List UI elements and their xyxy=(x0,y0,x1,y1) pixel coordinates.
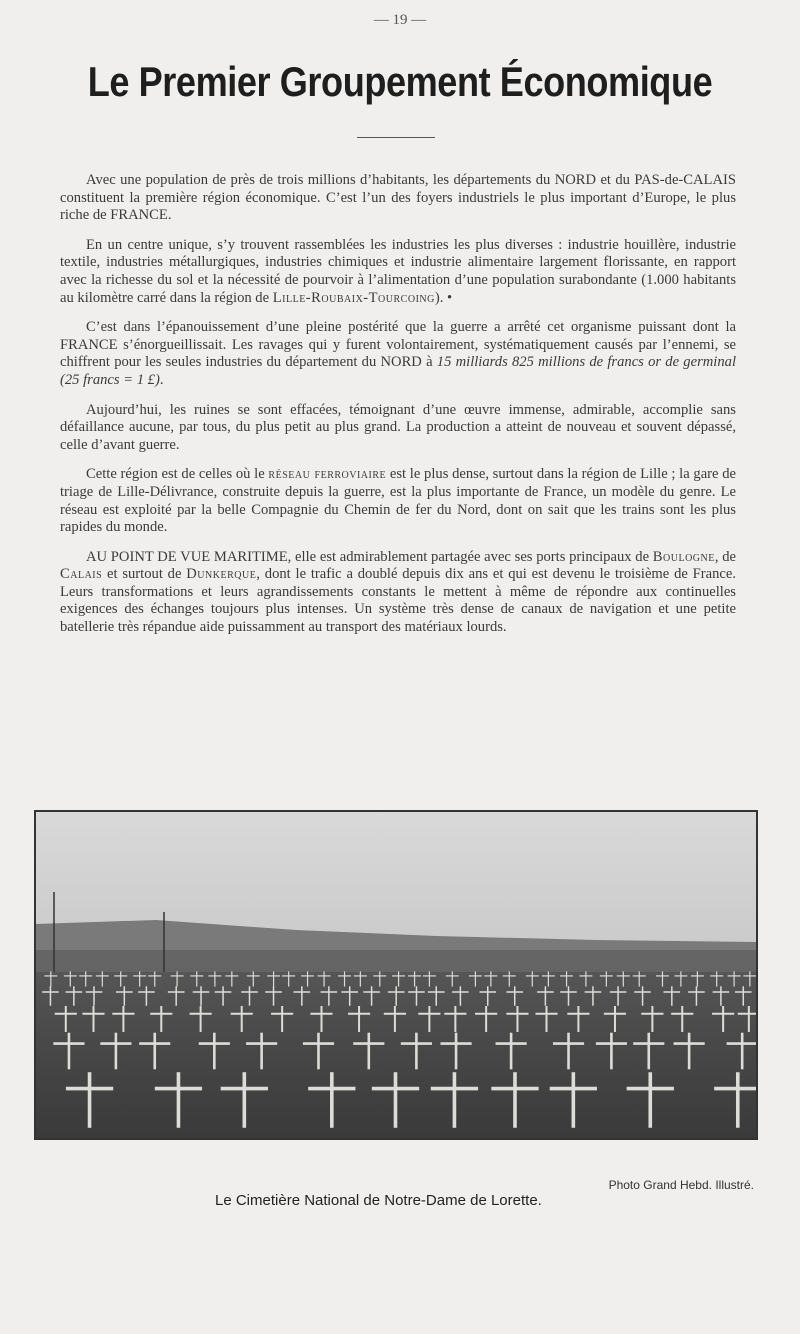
paragraph-1 xyxy=(60,172,736,225)
paragraph-1-text: Avec une population de près de trois millions d’habitants, les départements du NORD et du PAS-de-CALAIS constituent la première région économique. C’est l’un des foyers industriels le plus important d’Europe, le plus riche de FRANCE. xyxy=(60,172,736,224)
article-body xyxy=(60,172,736,637)
photo-credit: Photo Grand Hebd. Illustré. xyxy=(608,1178,754,1192)
paragraph-6 xyxy=(60,549,736,637)
paragraph-5-end: est le plus dense, surtout dans la région de Lille ; la gare de triage de Lille-Délivrance, construite depuis la guerre, est la plus importante de France, un modèle du genre. Le réseau est exploité par la belle Compagnie du Chemin de fer du Nord, dont on sait que les trains sont les plus rapides du monde. xyxy=(60,466,737,536)
paragraph-4 xyxy=(60,402,736,455)
paragraph-6-smallcaps-3: Dunkerque xyxy=(186,566,257,583)
title-divider xyxy=(357,137,435,138)
paragraph-6-smallcaps-1: Boulogne xyxy=(652,548,715,565)
paragraph-2-end: ). • xyxy=(434,289,453,306)
paragraph-3-end: . xyxy=(159,371,164,388)
paragraph-6-end: , dont le trafic a doublé depuis dix ans et qui est devenu le troisième de France. Leurs transformations et leurs agrandissements constants le mettent à même de répondre aux continuelles exigences des échanges toujours plus intenses. Un système très dense de canaux de navigation et une petite batellerie très répandue aide puissamment au transport des matériaux lourds. xyxy=(60,566,736,636)
paragraph-2 xyxy=(60,237,736,307)
page-title: Le Premier Groupement Économique xyxy=(87,58,713,105)
paragraph-3-text: C’est dans l’épanouissement d’une pleine postérité que la guerre a arrêté cet organisme puissant dont la FRANCE s’énorgueillissait. Les ravages qui y furent volontairement, systématiquement causés par l’ennemi, se chiffrent pour les seules industries du département du NORD à xyxy=(60,319,736,371)
paragraph-6-text-2: , de xyxy=(714,548,736,565)
paragraph-6-smallcaps-2: Calais xyxy=(60,566,103,583)
cemetery-photo-image xyxy=(36,812,756,1138)
paragraph-6-text: AU POINT DE VUE MARITIME, elle est admirablement partagée avec ses ports principaux de xyxy=(86,548,653,565)
page-number: — 19 — xyxy=(373,12,427,28)
cemetery-photo xyxy=(34,810,758,1140)
paragraph-2-smallcaps: Lille-Roubaix-Tourcoing xyxy=(272,289,435,306)
paragraph-3-italic: 15 milliards 825 millions de francs or de germinal (25 francs = 1 £) xyxy=(60,354,736,388)
paragraph-2-text: En un centre unique, s’y trouvent rassemblées les industries les plus diverses : industrie houillère, industrie textile, industries métallurgiques, industries chimiques et industrie alimentaire largement florissante, en rapport avec la richesse du sol et la nécessité de pourvoir à l’alimentation d’une population surabondante (1.000 habitants au kilomètre carré dans la région de xyxy=(60,236,736,306)
paragraph-5 xyxy=(60,466,736,536)
photo-caption: Le Cimetière National de Notre-Dame de Lorette. xyxy=(215,1192,542,1209)
paragraph-5-smallcaps: réseau ferroviaire xyxy=(268,466,387,483)
paragraph-4-text: Aujourd’hui, les ruines se sont effacées, témoignant d’une œuvre immense, admirable, accomplie sans défaillance aucune, par tous, du plus petit au plus grand. La production a atteint de nouveau et souvent dépassé, celle d’avant guerre. xyxy=(60,401,736,453)
paragraph-3 xyxy=(60,319,736,389)
paragraph-6-text-3: et surtout de xyxy=(102,566,187,583)
paragraph-5-text: Cette région est de celles où le xyxy=(86,466,269,483)
